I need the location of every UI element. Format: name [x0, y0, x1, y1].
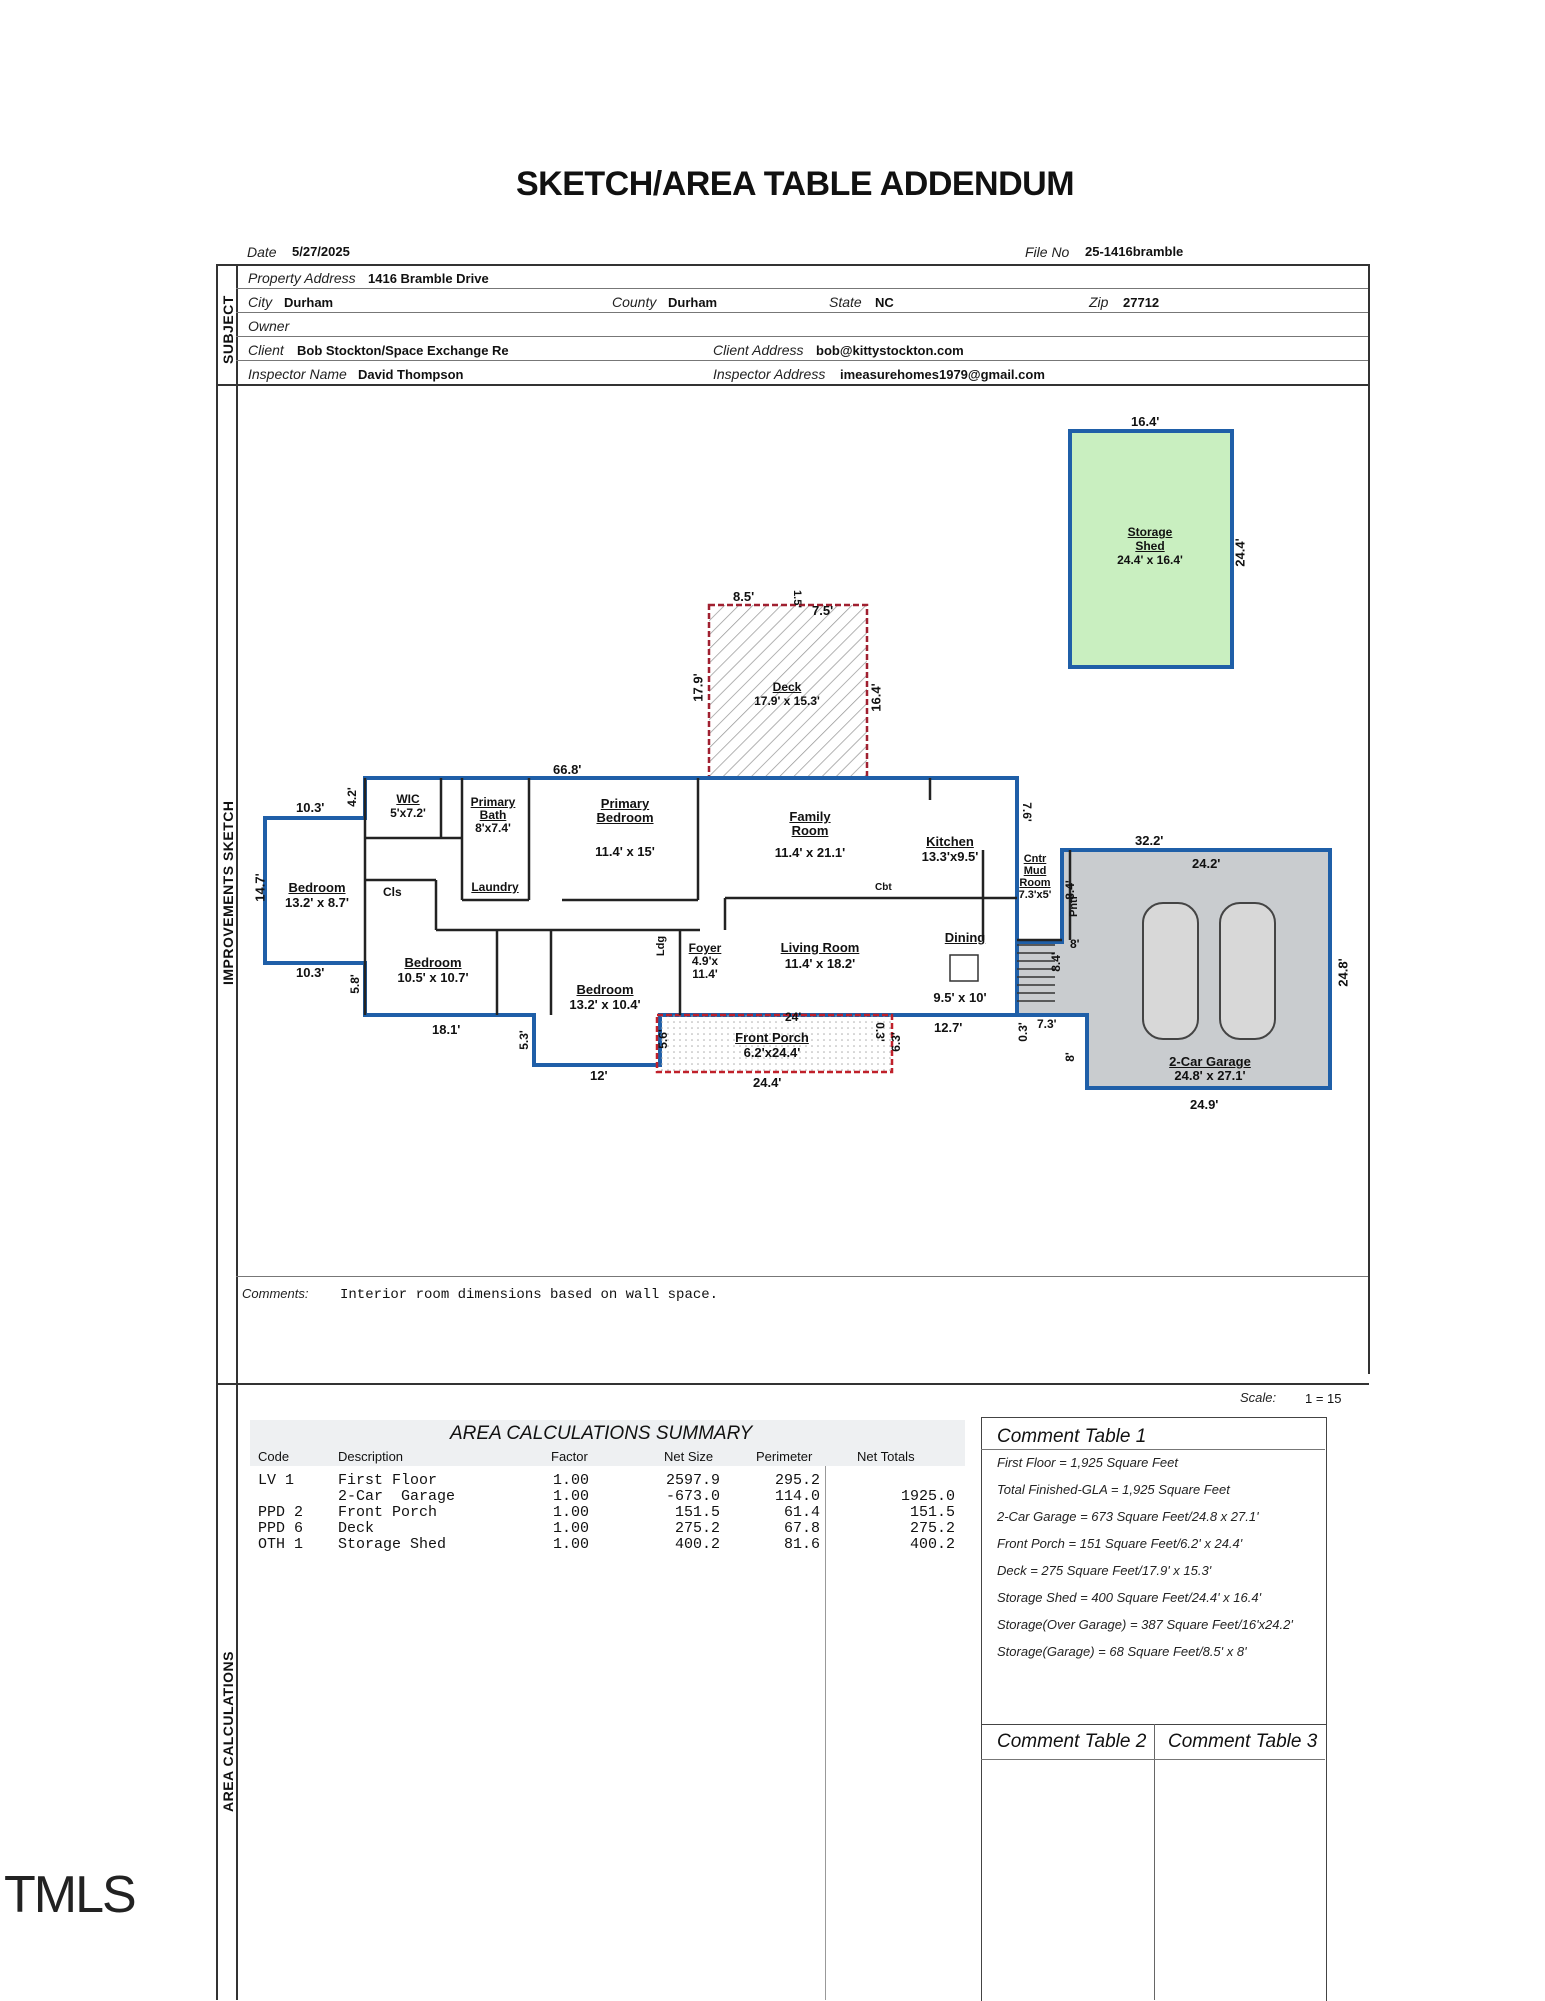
comment-line: First Floor = 1,925 Square Feet — [997, 1455, 1179, 1470]
room-name: Mud — [1023, 865, 1047, 877]
room-size: 11.4' x 18.2' — [784, 956, 856, 971]
col-description: Description — [338, 1449, 404, 1464]
client-label: Client — [248, 342, 284, 358]
room-name: Room — [791, 823, 829, 838]
room-bedroom-mid — [383, 955, 483, 985]
summary-cell: PPD 6 — [258, 1520, 304, 1537]
room-size: 24.8' x 27.1' — [1174, 1068, 1246, 1083]
summary-cell: OTH 1 — [258, 1536, 304, 1553]
room-name: Family — [789, 809, 831, 824]
col-perimeter: Perimeter — [756, 1449, 813, 1464]
dim-porch-top: 24' — [785, 1010, 802, 1024]
date-label: Date — [247, 244, 277, 260]
room-name: Living Room — [780, 940, 860, 955]
room-name: Shed — [1135, 539, 1165, 553]
frame-top — [216, 264, 1369, 266]
row-line — [236, 360, 1368, 361]
dim-bottom-3: 12.7' — [934, 1020, 963, 1035]
file-no-value: 25-1416bramble — [1085, 244, 1184, 259]
room-primary-bedroom — [575, 797, 675, 859]
summary-cell: Deck — [338, 1520, 375, 1537]
landing-label: Ldg — [655, 935, 668, 957]
inspector-name-value: David Thompson — [358, 367, 464, 382]
comments-top-line — [236, 1276, 1368, 1277]
dim-mud-height: 8.4' — [1048, 952, 1063, 972]
dim-garage-bottom: 24.9' — [1190, 1097, 1219, 1112]
dim-porch-right: 0.3' — [872, 1022, 887, 1042]
room-name: Bedroom — [576, 982, 634, 997]
dim-garage-height: 24.8' — [1335, 958, 1351, 987]
summary-cell: 67.8 — [783, 1520, 820, 1537]
col-factor: Factor — [551, 1449, 588, 1464]
state-value: NC — [875, 295, 894, 310]
dim-deck-height-2: 16.4' — [868, 683, 884, 712]
dim-left-height: 14.7' — [252, 873, 268, 902]
car-right-icon — [1220, 903, 1275, 1039]
dim-porch-bottom: 24.4' — [753, 1075, 782, 1090]
room-name: Bath — [479, 808, 507, 822]
owner-label: Owner — [248, 318, 290, 334]
dim-left-bottom: 10.3' — [296, 965, 325, 980]
summary-cell: 275.2 — [674, 1520, 720, 1537]
room-size: 8'x7.4' — [475, 821, 511, 835]
city-value: Durham — [284, 295, 334, 310]
dim-garage-top: 32.2' — [1135, 833, 1164, 848]
file-no-label: File No — [1025, 244, 1070, 260]
dining-table-icon — [950, 955, 978, 981]
scale-label: Scale: — [1240, 1390, 1277, 1405]
car-left-icon — [1143, 903, 1198, 1039]
room-name: WIC — [396, 792, 420, 806]
page-title: SKETCH/AREA TABLE ADDENDUM — [515, 165, 1075, 203]
inspector-name-label: Inspector Name — [248, 366, 347, 382]
watermark: TMLS — [4, 1866, 135, 1924]
room-bedroom-front — [555, 982, 655, 1012]
col-net-size: Net Size — [664, 1449, 714, 1464]
room-size: 7.3'x5' — [1018, 889, 1052, 901]
dim-bottom-2: 12' — [590, 1068, 608, 1083]
room-size: 13.2' x 8.7' — [284, 895, 349, 910]
comment-line: Storage Shed = 400 Square Feet/24.4' x 16.4' — [997, 1590, 1262, 1605]
summary-cell: LV 1 — [258, 1472, 295, 1489]
dim-porch-left: 5.6' — [655, 1029, 670, 1049]
sketch-section-label: IMPROVEMENTS SKETCH — [220, 800, 236, 985]
room-front-porch — [712, 1030, 832, 1060]
summary-cell: First Floor — [338, 1472, 438, 1489]
room-bedroom-left — [272, 880, 362, 910]
room-name: Deck — [772, 680, 802, 694]
dim-garage-step-1: 8.4' — [1062, 880, 1077, 900]
room-foyer — [677, 942, 733, 981]
frame-right — [1368, 264, 1370, 1374]
room-size: 5'x7.2' — [390, 806, 426, 820]
room-size: 6.2'x24.4' — [743, 1045, 801, 1060]
room-garage — [1150, 1055, 1270, 1083]
summary-cell: 2597.9 — [665, 1472, 720, 1489]
room-name: Bedroom — [596, 810, 654, 825]
comment-line: Total Finished-GLA = 1,925 Square Feet — [997, 1482, 1230, 1497]
closet-label: Cls — [383, 885, 402, 899]
property-address-value: 1416 Bramble Drive — [368, 271, 489, 286]
room-size: 11.4' — [692, 967, 718, 981]
summary-cell: Front Porch — [338, 1504, 438, 1521]
client-address-value: bob@kittystockton.com — [816, 343, 964, 358]
room-size: 13.3'x9.5' — [921, 849, 979, 864]
date-value: 5/27/2025 — [292, 244, 350, 259]
comment-table-1-title-line — [981, 1449, 1325, 1450]
comment-table-2-3-title-line — [981, 1759, 1325, 1760]
summary-cell: 61.4 — [783, 1504, 820, 1521]
summary-cell: 1.00 — [553, 1520, 590, 1537]
room-name: Room — [1019, 877, 1051, 889]
summary-cell: 1.00 — [553, 1504, 590, 1521]
city-label: City — [248, 294, 273, 310]
col-code: Code — [258, 1449, 290, 1464]
summary-cell: 400.2 — [674, 1536, 720, 1553]
comment-line: Storage(Over Garage) = 387 Square Feet/16'x24.2' — [997, 1617, 1293, 1632]
area-calc-section-label: AREA CALCULATIONS — [220, 1651, 236, 1812]
frame-left — [216, 264, 218, 2000]
room-name: Primary — [600, 796, 650, 811]
summary-cell: 1.00 — [553, 1472, 590, 1489]
room-size: 4.9'x — [691, 954, 719, 968]
summary-cell: 275.2 — [909, 1520, 955, 1537]
dim-bedroom-height: 5.8' — [347, 974, 362, 994]
scale-value: 1 = 15 — [1305, 1391, 1342, 1406]
room-wic — [377, 792, 439, 820]
dim-wic-height: 4.2' — [344, 787, 359, 807]
room-size: 13.2' x 10.4' — [569, 997, 641, 1012]
room-size: 24.4' x 16.4' — [1117, 553, 1183, 567]
room-size: 11.4' x 21.1' — [774, 845, 846, 860]
county-label: County — [612, 294, 657, 310]
room-mud-room — [1004, 853, 1066, 901]
dim-garage-inner: 24.2' — [1192, 856, 1221, 871]
area-section-top — [216, 1383, 1369, 1385]
comments-text: Interior room dimensions based on wall space. — [340, 1287, 719, 1303]
summary-cell: 114.0 — [774, 1488, 820, 1505]
room-name: Foyer — [688, 941, 722, 955]
client-address-label: Client Address — [713, 342, 804, 358]
room-size: 10.5' x 10.7' — [397, 970, 469, 985]
comment-line: 2-Car Garage = 673 Square Feet/24.8 x 27.1' — [997, 1509, 1259, 1524]
room-name: 2-Car Garage — [1169, 1054, 1251, 1069]
room-storage-shed — [1100, 525, 1200, 567]
summary-cell: -673.0 — [665, 1488, 720, 1505]
comment-table-2-title: Comment Table 2 — [997, 1731, 1147, 1752]
room-living-room — [765, 940, 875, 972]
dim-garage-step-4: 0.3' — [1015, 1022, 1030, 1042]
room-name: Primary — [470, 795, 516, 809]
row-line — [236, 336, 1368, 337]
room-kitchen — [905, 834, 995, 864]
inspector-address-label: Inspector Address — [713, 366, 826, 382]
summary-cell: 81.6 — [783, 1536, 820, 1553]
comment-line: Deck = 275 Square Feet/17.9' x 15.3' — [997, 1563, 1212, 1578]
comment-table-1-title: Comment Table 1 — [997, 1426, 1147, 1447]
summary-cell: 400.2 — [909, 1536, 955, 1553]
dim-garage-step-3: 7.3' — [1037, 1017, 1057, 1031]
dim-top: 66.8' — [553, 762, 582, 777]
summary-cell: 151.5 — [909, 1504, 955, 1521]
summary-cell: 1.00 — [553, 1536, 590, 1553]
dim-deck-width-2: 7.5' — [812, 603, 834, 618]
dim-left-width: 10.3' — [296, 800, 325, 815]
room-laundry: Laundry — [471, 880, 519, 894]
dim-kitchen-height: 7.6' — [1019, 802, 1034, 822]
summary-cell: 295.2 — [774, 1472, 820, 1489]
col-net-totals: Net Totals — [857, 1449, 915, 1464]
dim-garage-step-5: 8' — [1062, 1052, 1077, 1062]
comment-table-2-3-divider — [1154, 1724, 1155, 2000]
room-dining-size: 9.5' x 10' — [933, 990, 987, 1005]
dim-step-height: 5.3' — [516, 1030, 531, 1050]
room-size: 17.9' x 15.3' — [754, 694, 820, 708]
comment-line: Storage(Garage) = 68 Square Feet/8.5' x 8' — [997, 1644, 1247, 1659]
dim-deck-width-1: 8.5' — [733, 589, 755, 604]
dim-deck-small: 1.5' — [790, 590, 803, 608]
room-name: Bedroom — [404, 955, 462, 970]
room-name: Cntr — [1023, 853, 1047, 865]
zip-value: 27712 — [1123, 295, 1160, 310]
state-label: State — [829, 294, 862, 310]
room-primary-bath — [462, 796, 524, 835]
summary-cell: Storage Shed — [338, 1536, 447, 1553]
comment-line: Front Porch = 151 Square Feet/6.2' x 24.4' — [997, 1536, 1243, 1551]
room-family-room — [755, 810, 865, 860]
summary-cell: 151.5 — [674, 1504, 720, 1521]
zip-label: Zip — [1089, 294, 1109, 310]
inspector-address-value: imeasurehomes1979@gmail.com — [840, 367, 1045, 382]
room-name: Kitchen — [926, 834, 974, 849]
dim-deck-height-1: 17.9' — [690, 673, 706, 702]
room-deck — [732, 680, 842, 708]
summary-title: AREA CALCULATIONS SUMMARY — [450, 1423, 753, 1444]
dim-shed-width: 16.4' — [1131, 414, 1160, 429]
property-address-label: Property Address — [248, 270, 356, 286]
summary-cell: 1925.0 — [900, 1488, 955, 1505]
dim-shed-height: 24.4' — [1232, 538, 1248, 567]
summary-cell: 2-Car Garage — [338, 1488, 456, 1505]
client-value: Bob Stockton/Space Exchange Re — [297, 343, 509, 358]
county-value: Durham — [668, 295, 718, 310]
room-name: Bedroom — [288, 880, 346, 895]
summary-divider — [825, 1466, 826, 2000]
dim-garage-step-2: 8' — [1070, 937, 1080, 951]
comment-table-3-title: Comment Table 3 — [1168, 1731, 1318, 1752]
room-name: Front Porch — [735, 1030, 809, 1045]
pantry-label: Pntr — [1068, 895, 1080, 917]
subject-section-label: SUBJECT — [220, 295, 236, 364]
summary-cell: PPD 2 — [258, 1504, 304, 1521]
room-name: Storage — [1127, 525, 1173, 539]
summary-cell: 1.00 — [553, 1488, 590, 1505]
row-line — [236, 312, 1368, 313]
comments-label: Comments: — [242, 1286, 309, 1301]
dim-bottom-1: 18.1' — [432, 1022, 461, 1037]
row-line — [236, 288, 1368, 289]
room-size: 11.4' x 15' — [595, 844, 655, 859]
cabinet-label: Cbt — [875, 882, 892, 893]
dim-porch-right-2: 6.3' — [888, 1032, 903, 1052]
room-dining-name: Dining — [944, 930, 986, 945]
